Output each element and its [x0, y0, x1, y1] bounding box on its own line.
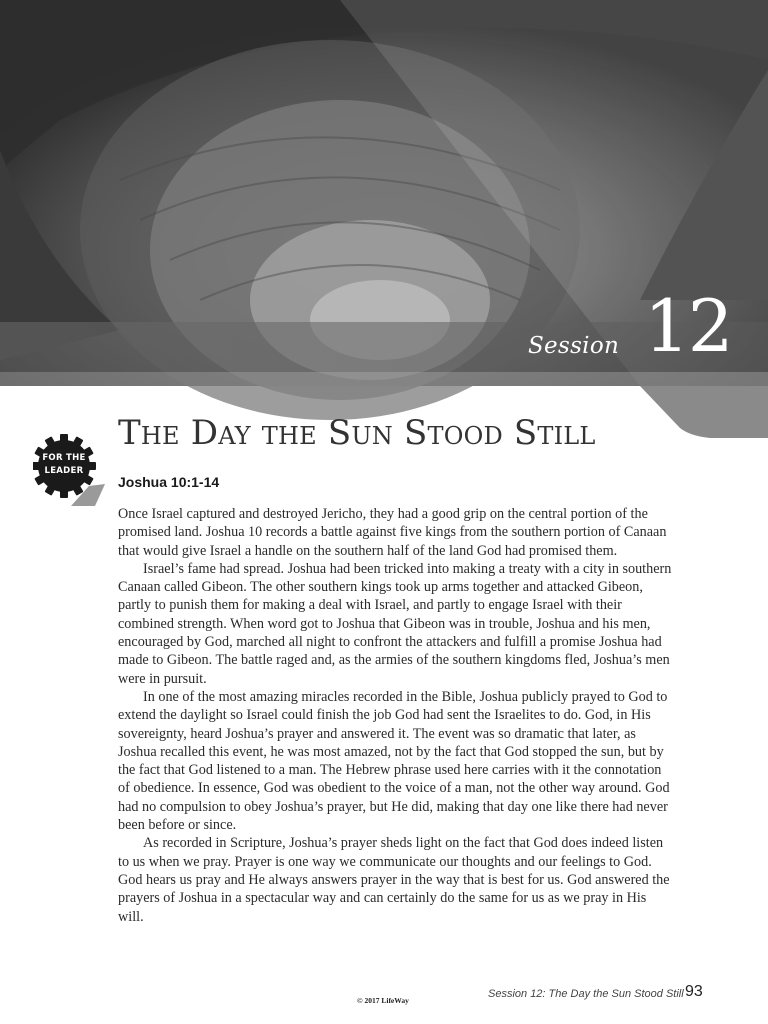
badge-line-2: LEADER — [44, 466, 84, 476]
running-head: Session 12: The Day the Sun Stood Still — [488, 988, 684, 1000]
badge-line-1: FOR THE — [42, 453, 86, 463]
paragraph: In one of the most amazing miracles recorded in the Bible, Joshua publicly prayed to God to extend the daylight so Israel could finish the job God had sent the Israelites to do. God, in His sovereignty, heard Joshua’s prayer and answered it. The event was so dramatic that later, as Joshua recalled this event, he was most amazed, not by the fact that God stopped the sun, but by the fact that God listened to a man. The Hebrew phrase used here carries with it the connotation of obedience. In essence, God was obedient to the voice of a man, not the other way around. God had no compulsion to obey Joshua’s prayer, but He did, making that day one like there had never been before or since. — [118, 688, 670, 834]
page-title: The Day the Sun Stood Still — [118, 413, 596, 453]
session-label: Session — [528, 333, 620, 359]
copyright-notice: © 2017 LifeWay — [357, 996, 409, 1005]
paragraph: Once Israel captured and destroyed Jericho, they had a good grip on the central portion of the promised land. Joshua 10 records a battle against five kings from the southern portion of Canaan that would give Israel a handle on the southern half of the land God had promised them. — [118, 506, 667, 559]
body-text — [118, 505, 674, 926]
scripture-reference: Joshua 10:1-14 — [118, 474, 220, 490]
paragraph: Israel’s fame had spread. Joshua had been tricked into making a treaty with a city in southern Canaan called Gibeon. The other southern kings took up arms together and attacked Gibeon, partly to punish them for making a deal with Israel, and partly to engage Israel with their combined strength. When word got to Joshua that Gibeon was in trouble, Joshua and his men, encouraged by God, marched all night to confront the attackers and fulfill a promise Joshua had made to Gibeon. The battle raged and, as the armies of the southern kingdoms fled, Joshua’s men were in pursuit. — [118, 560, 672, 687]
header-photo — [0, 0, 768, 440]
header-photo-art — [0, 0, 768, 440]
session-number: 12 — [644, 284, 732, 368]
badge-label — [33, 452, 95, 478]
paragraph: As recorded in Scripture, Joshua’s prayer sheds light on the fact that God does indeed listen to us when we pray. Prayer is one way we communicate our thoughts and our feelings to God. God hears us pray and He always answers prayer in the way that is best for us. God answered the prayers of Joshua in a spectacular way and can certainly do the same for us as we pray in His will. — [118, 835, 670, 925]
page-number: 93 — [685, 983, 703, 1000]
